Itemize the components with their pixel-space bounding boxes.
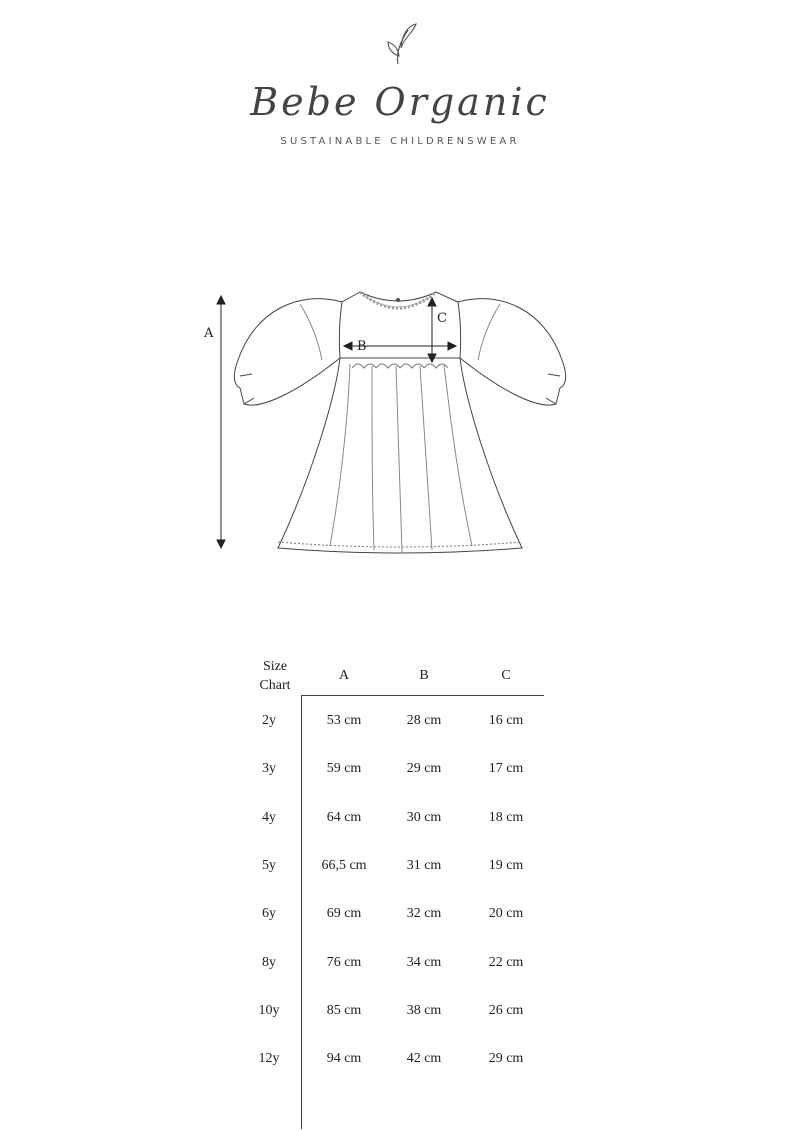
measure-c-cell: 17 cm	[488, 761, 524, 777]
size-chart-header-line2: Chart	[259, 678, 291, 693]
size-label: 2y	[262, 713, 276, 728]
measure-a-cell: 59 cm	[326, 761, 362, 777]
size-chart-header	[240, 657, 310, 695]
leaf-logo-icon	[380, 18, 420, 68]
measure-b-cell: 32 cm	[406, 906, 442, 922]
size-label: 4y	[262, 809, 276, 825]
measure-b-cell: 42 cm	[406, 1051, 442, 1067]
header-divider	[301, 695, 544, 696]
measure-a-cell: 94 cm	[326, 1051, 362, 1067]
measure-a-cell: 64 cm	[326, 809, 362, 825]
column-header-c: C	[501, 668, 511, 683]
measure-label-a: A	[204, 326, 214, 341]
size-label: 5y	[262, 857, 276, 873]
column-header-b: B	[419, 668, 429, 683]
measure-b-cell: 29 cm	[406, 761, 442, 777]
size-label: 6y	[262, 906, 276, 922]
measure-c-cell: 26 cm	[488, 1002, 524, 1018]
measure-label-c: C	[437, 311, 447, 326]
measure-c-cell: 22 cm	[488, 954, 524, 970]
measure-c-cell: 19 cm	[488, 857, 524, 873]
brand-name: Bebe Organic	[250, 80, 550, 124]
measure-a-cell: 53 cm	[326, 713, 362, 728]
measure-c-cell: 20 cm	[488, 906, 524, 922]
size-label: 3y	[262, 761, 276, 777]
size-chart-header-line1: Size	[262, 659, 288, 674]
measure-b-cell: 30 cm	[406, 809, 442, 825]
measure-a-cell: 69 cm	[326, 906, 362, 922]
measure-b-cell: 38 cm	[406, 1002, 442, 1018]
measure-b-cell: 34 cm	[406, 954, 442, 970]
column-header-a: A	[338, 668, 350, 683]
measure-b-cell: 28 cm	[406, 713, 442, 728]
dress-diagram	[0, 280, 800, 580]
measure-c-cell: 18 cm	[488, 809, 524, 825]
measure-b-cell: 31 cm	[406, 857, 442, 873]
measure-c-cell: 16 cm	[488, 713, 524, 728]
size-label: 10y	[258, 1002, 280, 1018]
measure-c-cell: 29 cm	[488, 1051, 524, 1067]
size-label: 12y	[258, 1051, 280, 1067]
measure-a-cell: 85 cm	[326, 1002, 362, 1018]
size-column-divider	[301, 695, 302, 1129]
size-chart-table	[240, 655, 550, 1095]
measure-a-cell: 66,5 cm	[321, 857, 367, 873]
measure-a-cell: 76 cm	[326, 954, 362, 970]
size-label: 8y	[262, 954, 276, 970]
brand-tagline: SUSTAINABLE CHILDRENSWEAR	[280, 136, 520, 147]
measure-label-b: B	[357, 339, 367, 354]
